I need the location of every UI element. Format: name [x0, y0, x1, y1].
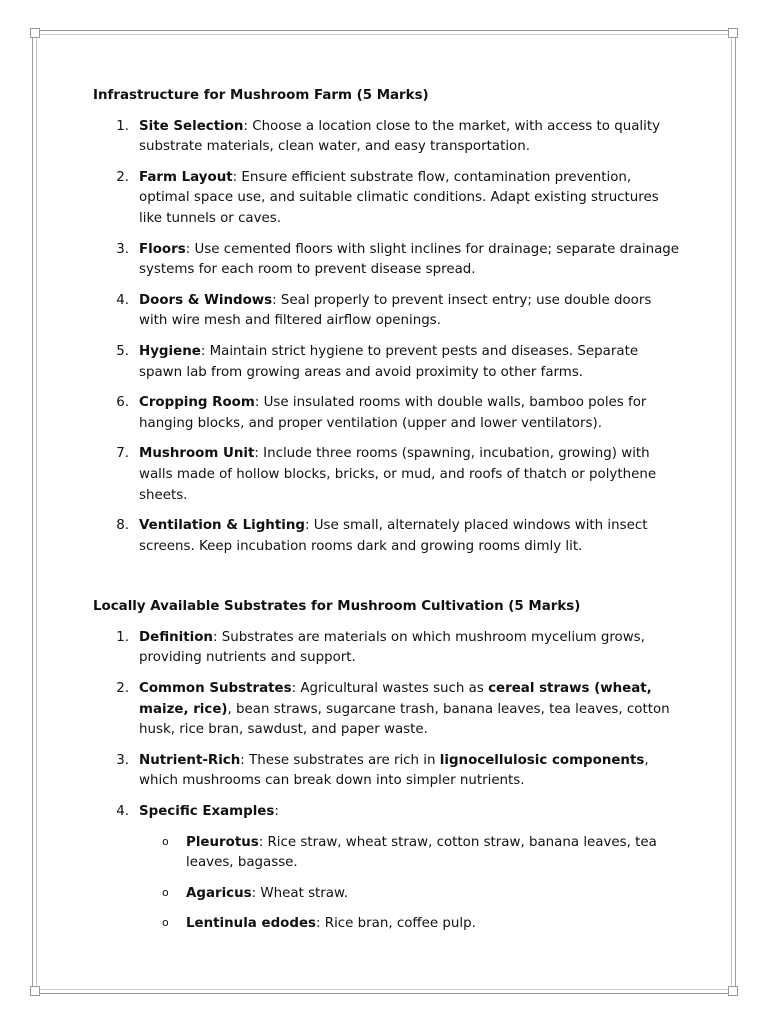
list-item	[93, 117, 683, 158]
item-number: 3.	[116, 241, 129, 257]
item-text: , which mushrooms can break down into simpler nutrients.	[139, 752, 649, 789]
substrates-list	[93, 628, 683, 823]
list-item	[93, 342, 683, 383]
item-term: Floors	[139, 241, 186, 257]
item-text: : Wheat straw.	[251, 885, 348, 901]
item-term: Specific Examples	[139, 804, 275, 820]
sublist-item	[93, 884, 683, 905]
bullet-icon: o	[162, 834, 169, 848]
item-number: 5.	[116, 343, 129, 359]
item-number: 1.	[116, 629, 129, 645]
item-number: 1.	[116, 118, 129, 134]
item-number: 6.	[116, 395, 129, 411]
item-term: Hygiene	[139, 343, 201, 359]
item-term: Common Substrates	[139, 681, 292, 697]
border-corner-top-right	[728, 28, 738, 38]
item-emphasis: lignocellulosic components	[439, 752, 645, 768]
list-item	[93, 802, 683, 823]
item-number: 2.	[116, 169, 129, 185]
item-number: 8.	[116, 518, 129, 534]
section-heading-substrates: Locally Available Substrates for Mushroom Cultivation (5 Marks)	[93, 599, 581, 615]
item-text: : Substrates are materials on which mushroom mycelium grows, providing nutrients and support.	[139, 629, 645, 666]
list-item	[93, 679, 683, 741]
bullet-icon: o	[162, 916, 169, 930]
item-text: : Seal properly to prevent insect entry; use double doors with wire mesh and filtered airflow openings.	[139, 292, 652, 329]
item-term: Mushroom Unit	[139, 446, 255, 462]
item-text: :	[274, 804, 279, 820]
item-text: : These substrates are rich in	[240, 752, 440, 768]
list-item	[93, 751, 683, 792]
sublist-item	[93, 914, 683, 935]
border-corner-bottom-left	[30, 986, 40, 996]
item-text: : Rice bran, coffee pulp.	[316, 916, 476, 932]
section-heading-infrastructure: Infrastructure for Mushroom Farm (5 Marks)	[93, 88, 429, 103]
item-number: 4.	[116, 292, 129, 308]
item-text: : Ensure efficient substrate flow, contamination prevention, optimal space use, and suitable climatic conditions. Adapt existing structures like tunnels or caves.	[139, 169, 659, 226]
item-term: Ventilation & Lighting	[139, 518, 305, 534]
document-content	[93, 86, 683, 935]
item-text: : Agricultural wastes such as	[291, 681, 489, 697]
item-text: : Use cemented floors with slight inclines for drainage; separate drainage systems for each room to prevent disease spread.	[139, 241, 680, 278]
item-text: , bean straws, sugarcane trash, banana leaves, tea leaves, cotton husk, rice bran, sawdust, and paper waste.	[139, 701, 670, 738]
item-term: Lentinula edodes	[186, 916, 316, 932]
border-corner-top-left	[30, 28, 40, 38]
item-number: 4.	[116, 804, 129, 820]
list-item	[93, 291, 683, 332]
item-term: Cropping Room	[139, 395, 255, 411]
infrastructure-list	[93, 117, 683, 558]
item-number: 2.	[116, 681, 129, 697]
item-term: Pleurotus	[186, 834, 259, 850]
item-text: : Use small, alternately placed windows with insect screens. Keep incubation rooms dark and growing rooms dimly lit.	[139, 518, 648, 554]
item-term: Definition	[139, 629, 213, 645]
item-term: Farm Layout	[139, 169, 233, 185]
border-corner-bottom-right	[728, 986, 738, 996]
item-number: 7.	[116, 446, 129, 462]
list-item	[93, 168, 683, 230]
item-text: : Rice straw, wheat straw, cotton straw, banana leaves, tea leaves, bagasse.	[186, 834, 657, 871]
list-item	[93, 516, 683, 557]
examples-sublist	[93, 833, 683, 935]
item-term: Agaricus	[186, 885, 252, 901]
item-number: 3.	[116, 752, 129, 768]
bullet-icon: o	[162, 885, 169, 899]
sublist-item	[93, 833, 683, 874]
item-term: Site Selection	[139, 118, 244, 134]
item-emphasis: cereal straws (wheat, maize, rice)	[139, 681, 652, 717]
item-term: Nutrient-Rich	[139, 752, 241, 768]
list-item	[93, 628, 683, 669]
item-term: Doors & Windows	[139, 292, 273, 308]
list-item	[93, 444, 683, 506]
item-text: : Maintain strict hygiene to prevent pests and diseases. Separate spawn lab from growing areas and avoid proximity to other farms.	[139, 343, 639, 380]
item-text: : Include three rooms (spawning, incubation, growing) with walls made of hollow blocks, bricks, or mud, and roofs of thatch or polythene sheets.	[139, 446, 657, 503]
item-text: : Use insulated rooms with double walls, bamboo poles for hanging blocks, and proper ventilation (upper and lower ventilators).	[139, 395, 647, 431]
list-item	[93, 240, 683, 281]
list-item	[93, 393, 683, 434]
item-text: : Choose a location close to the market, with access to quality substrate materials, clean water, and easy transportation.	[139, 118, 661, 155]
